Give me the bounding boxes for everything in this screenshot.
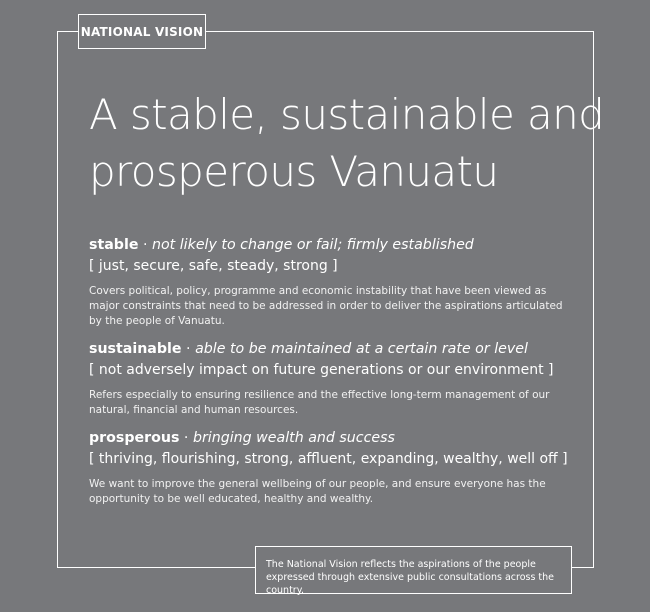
definition-word: stable [89, 237, 139, 253]
definition-body: Covers political, policy, programme and economic instability that have been viewed as major constraints that need to be addressed in order to deliver the aspirations articulated by the people of Vanuatu. [89, 285, 563, 327]
definition-sustainable [89, 339, 569, 418]
definition-meaning: bringing wealth and success [192, 430, 395, 446]
headline: A stable, sustainable and prosperous Vanuatu [89, 90, 605, 196]
definition-word: prosperous [89, 430, 180, 446]
section-label: NATIONAL VISION [78, 14, 206, 49]
definition-title [89, 235, 569, 255]
definition-separator: · [181, 341, 196, 357]
definition-word: sustainable [89, 341, 182, 357]
footnote-box: The National Vision reflects the aspirations of the people expressed through extensive public consultations across the country. [255, 546, 572, 594]
definition-title [89, 428, 569, 448]
definition-title [89, 339, 569, 359]
definition-body: Refers especially to ensuring resilience and the effective long-term management of our natural, financial and human resources. [89, 389, 550, 416]
definition-separator: · [138, 237, 152, 253]
definition-synonyms: [ not adversely impact on future generations or our environment ] [89, 362, 554, 378]
definition-prosperous [89, 428, 569, 507]
definition-stable [89, 235, 569, 329]
definition-separator: · [179, 430, 193, 446]
definition-body: We want to improve the general wellbeing of our people, and ensure everyone has the opportunity to be well educated, healthy and wealthy. [89, 478, 546, 505]
definition-meaning: able to be maintained at a certain rate or level [195, 341, 528, 357]
definition-synonyms: [ just, secure, safe, steady, strong ] [89, 258, 338, 274]
definition-meaning: not likely to change or fail; firmly established [151, 237, 474, 253]
definition-synonyms: [ thriving, flourishing, strong, affluent, expanding, wealthy, well off ] [89, 451, 568, 467]
